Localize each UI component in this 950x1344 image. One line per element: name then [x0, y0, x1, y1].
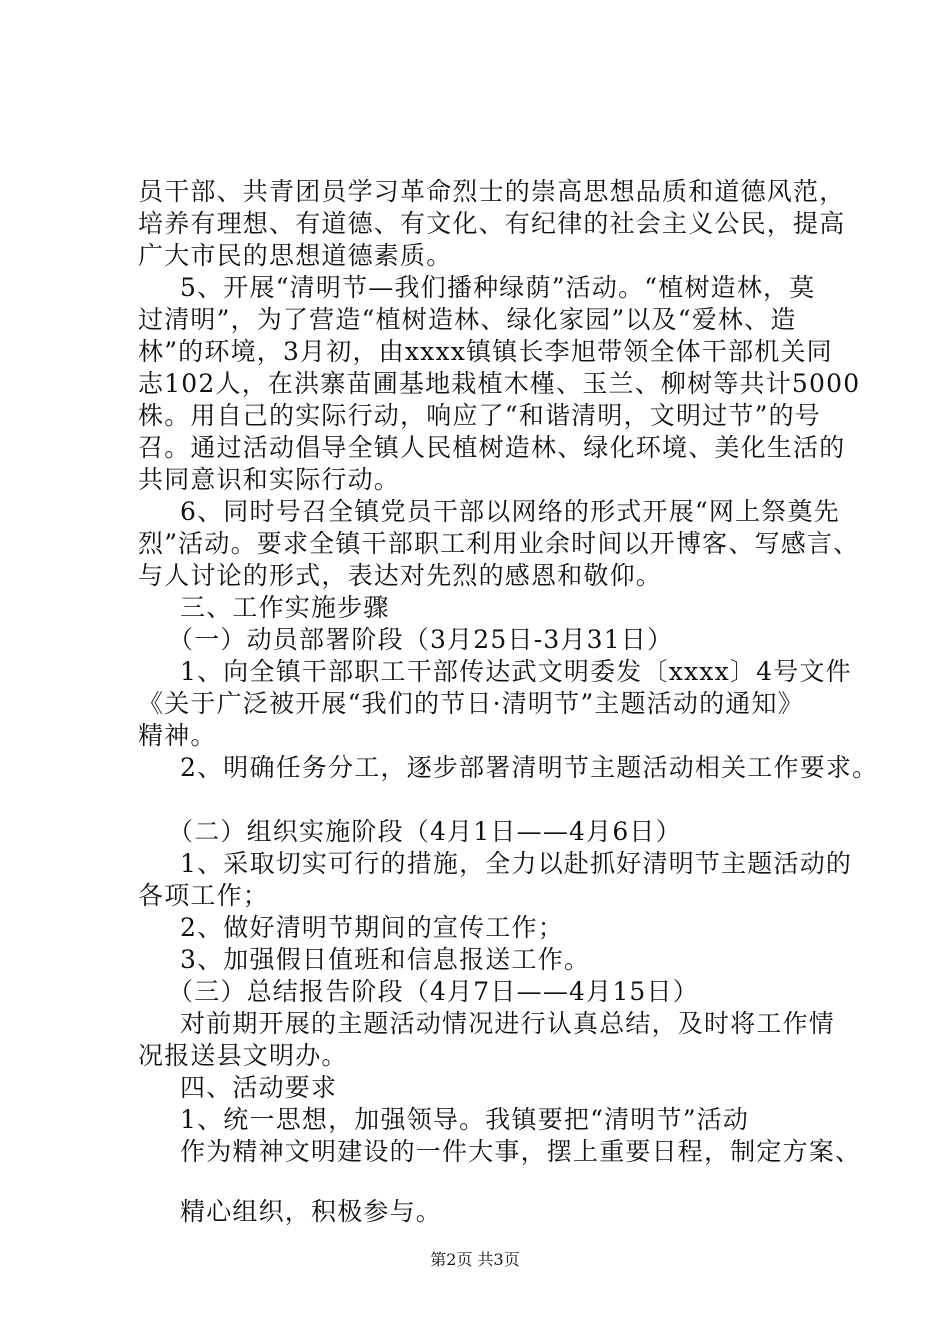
- text-line: 精心组织，积极参与。: [180, 1197, 443, 1226]
- text-line: 作为精神文明建设的一件大事，摆上重要日程，制定方案、: [180, 1137, 862, 1166]
- text-line: 各项工作；: [138, 881, 270, 910]
- text-line: 株。用自己的实际行动，响应了“和谐清明，文明过节”的号: [138, 401, 821, 430]
- text-line: 召。通过活动倡导全镇人民植树造林、绿化环境、美化生活的: [138, 433, 846, 462]
- text-line: 1、统一思想，加强领导。我镇要把“清明节”活动: [180, 1105, 750, 1134]
- phase-heading: （三）总结报告阶段（4月7日——4月15日）: [168, 977, 699, 1006]
- section-heading: 三、工作实施步骤: [180, 593, 390, 622]
- text-line: 精神。: [138, 721, 217, 750]
- text-line: 过清明”，为了营造“植树造林、绿化家园”以及“爱林、造: [138, 305, 797, 334]
- text-line: 6、同时号召全镇党员干部以网络的形式开展“网上祭奠先: [180, 497, 840, 526]
- text-line: 2、明确任务分工，逐步部署清明节主题活动相关工作要求。: [180, 753, 879, 782]
- text-line: 5、开展“清明节—我们播种绿荫”活动。“植树造林，莫: [180, 273, 816, 302]
- text-line: 1、向全镇干部职工干部传达武文明委发〔xxxx〕4号文件: [180, 657, 852, 686]
- text-line: 志102人，在洪寨苗圃基地栽植木槿、玉兰、柳树等共计5000: [138, 369, 861, 398]
- text-line: 共同意识和实际行动。: [138, 465, 401, 494]
- text-line: 《关于广泛被开展“我们的节日·清明节”主题活动的通知》: [138, 689, 804, 718]
- text-line: 广大市民的思想道德素质。: [138, 241, 453, 270]
- text-line: 1、采取切实可行的措施，全力以赴抓好清明节主题活动的: [180, 849, 853, 878]
- phase-heading: （二）组织实施阶段（4月1日——4月6日）: [168, 817, 682, 846]
- text-line: 员干部、共青团员学习革命烈士的崇高思想品质和道德风范，: [138, 177, 846, 206]
- text-line: 烈”活动。要求全镇干部职工利用业余时间以开博客、写感言、: [138, 529, 860, 558]
- section-heading: 四、活动要求: [180, 1073, 338, 1102]
- text-line: 3、加强假日值班和信息报送工作。: [180, 945, 591, 974]
- text-line: 林”的环境，3月初，由xxxx镇镇长李旭带领全体干部机关同: [138, 337, 833, 366]
- text-line: 2、做好清明节期间的宣传工作；: [180, 913, 564, 942]
- text-line: 培养有理想、有道德、有文化、有纪律的社会主义公民，提高: [138, 209, 846, 238]
- page-footer: 第2页 共3页: [430, 1250, 520, 1269]
- phase-heading: （一）动员部署阶段（3月25日-3月31日）: [168, 625, 674, 654]
- text-line: 况报送县文明办。: [138, 1041, 348, 1070]
- text-line: 对前期开展的主题活动情况进行认真总结，及时将工作情: [180, 1009, 836, 1038]
- text-line: 与人讨论的形式，表达对先烈的感恩和敬仰。: [138, 561, 663, 590]
